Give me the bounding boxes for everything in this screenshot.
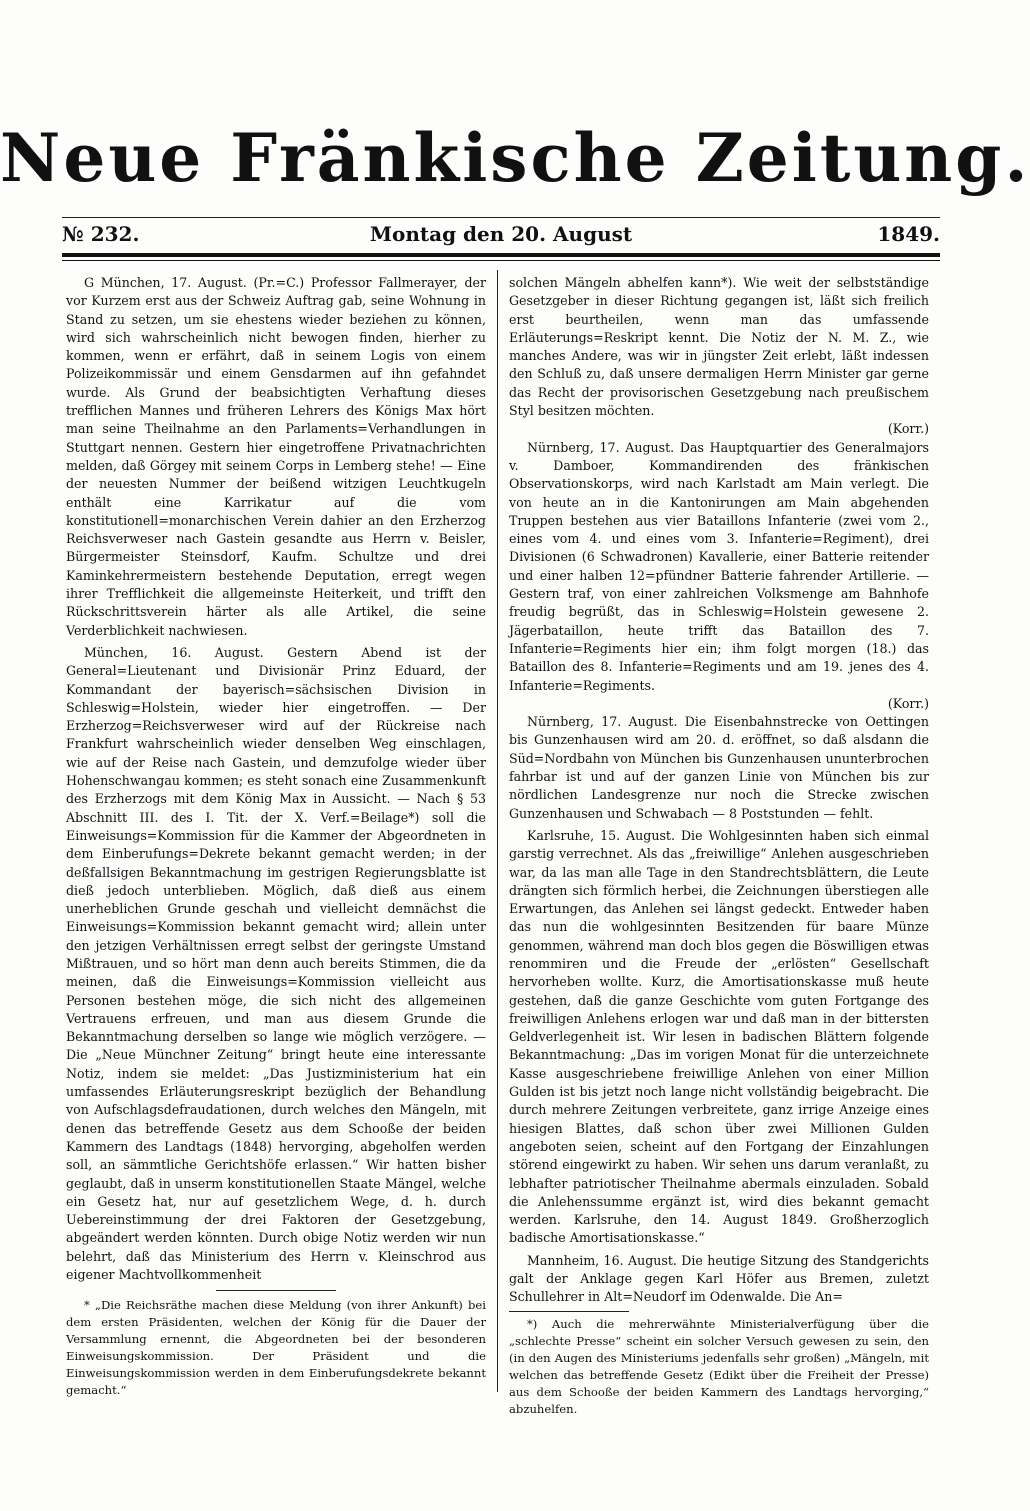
dateline-bar bbox=[62, 217, 940, 248]
issue-number: № 232. bbox=[62, 222, 140, 246]
article-karlsruhe: Karlsruhe, 15. August. Die Wohlgesinnten haben sich einmal garstig verrechnet. Als das „freiwillige“ Anlehen ausgeschrieben war, da las man alle Tage in den Standrechtsblättern, die Leute drängten sich förmlich herbei, die Zeichnungen überstiegen alle Erwartungen, das Anlehen sei längst gedeckt. Entweder haben das nun die wohlgesinnten Besitzenden für baare Münze genommen, während man doch blos gegen die Böswilligen etwas renommiren und die Freude der „erlösten“ Gesellschaft hervorheben wollte. Kurz, die Amortisationskasse muß heute gestehen, daß die ganze Geschichte vom guten Fortgange des freiwilligen Anlehens erlogen war und daß man in der bittersten Geldverlegenheit ist. Wir lesen in badischen Blättern folgende Bekanntmachung: „Das im vorigen Monat für die unterzeichnete Kasse ausgeschriebene freiwillige Anlehen von einer Million Gulden ist bis jetzt noch lange nicht vollständig beigebracht. Die durch mehrere Zeitungen verbreitete, ganz irrige Anzeige eines hiesigen Blattes, daß schon über zwei Millionen Gulden angeboten seien, scheint auf den Fortgang der Einzahlungen störend eingewirkt zu haben. Wir sehen uns darum veranlaßt, zu lebhafter patriotischer Theilnahme abermals einzuladen. Sobald die Anlehenssumme ergänzt ist, wird dies bekannt gemacht werden. Karlsruhe, den 14. August 1849. Großherzoglich badische Amortisationskasse.“ bbox=[509, 827, 929, 1246]
article-nuremberg-railway: Nürnberg, 17. August. Die Eisenbahnstrecke von Oettingen bis Gunzenhausen wird am 20. d. eröffnet, so daß alsdann die Süd=Nordbahn von München bis Gunzenhausen ununterbrochen fahrbar ist und auf der ganzen Linie von München bis zur nördlichen Landesgrenze nur noch die Strecke zwischen Gunzenhausen und Schwabach — 8 Poststunden — fehlt. bbox=[509, 714, 929, 821]
issue-date: Montag den 20. August bbox=[369, 222, 633, 246]
issue-year: 1849. bbox=[877, 222, 940, 246]
left-column bbox=[66, 274, 486, 1398]
column-divider bbox=[497, 270, 498, 1392]
footnote-left: * „Die Reichsräthe machen diese Meldung (von ihrer Ankunft) bei dem ersten Präsidenten, welchen der König für die Dauer der Versammlung ernennt, die Abgeordneten bei der besonderen Einweisungskommission. Der Präsident und die Einweisungskommission werden in dem Einberufungsdekrete bekannt gemacht.“ bbox=[66, 1298, 486, 1398]
newspaper-masthead: Neue Fränkische Zeitung. bbox=[0, 119, 1030, 197]
header-rule-thin bbox=[62, 260, 940, 261]
correspondent-mark: (Korr.) bbox=[887, 421, 929, 437]
article-munich-16-aug: München, 16. August. Gestern Abend ist der General=Lieutenant und Divisionär Prinz Eduard, der Kommandant der bayerisch=sächsischen Division in Schleswig=Holstein, wieder hier eingetroffen. — Der Erzherzog=Reichsverweser wird auf der Rückreise nach Frankfurt wahrscheinlich wieder denselben Weg einschlagen, wie auf der Reise nach Gastein, und demzufolge wieder über Hohenschwangau kommen; es steht sonach eine Zusammenkunft des Erzherzogs mit dem König Max in Aussicht. — Nach § 53 Abschnitt III. des I. Tit. der X. Verf.=Beilage*) soll die Einweisungs=Kommission für die Kammer der Abgeordneten in dem Einberufungs=Dekrete bekannt gemacht werden; in der deßfallsigen Bekanntmachung im gestrigen Regierungsblatte ist dieß jedoch unterblieben. Möglich, daß dieß aus einem unerheblichen Grunde geschah und vielleicht demnächst die Einweisungs=Kommission bekannt gemacht wird; allein unter den jetzigen Verhältnissen erregt selbst der geringste Umstand Mißtrauen, und so hört man denn auch bereits Stimmen, die da meinen, daß die Einweisungs=Kommission vielleicht aus Personen bestehen möge, die sich nicht des allgemeinen Vertrauens erfreuen, und man aus diesem Grunde die Bekanntmachung derselben so lange wie möglich verzögere. — Die „Neue Münchner Zeitung“ bringt heute eine interessante Notiz, indem sie meldet: „Das Justizministerium hat ein umfassendes Erläuterungsreskript bezüglich der Behandlung von Aufschlagsdefraudationen, durch welches den Mängeln, mit denen das betreffende Gesetz aus dem Schooße der beiden Kammern des Landtags (1848) hervorging, abgeholfen werden soll, an sämmtliche Gerichtshöfe erlassen.“ Wir hatten bisher geglaubt, daß in unserm konstitutionellen Staate Mängel, welche ein Gesetz hat, nur auf gesetzlichem Wege, d. h. durch Uebereinstimmung der drei Faktoren der Gesetzgebung, abgeändert werden könnten. Durch obige Notiz werden wir nun belehrt, daß das Ministerium des Herrn v. Kleinschrod aus eigener Machtvollkommenheit bbox=[66, 644, 486, 1283]
header-rule-thick bbox=[62, 253, 940, 257]
footnote-right: *) Auch die mehrerwähnte Ministerialverfügung über die „schlechte Presse“ scheint ein solcher Versuch gewesen zu sein, den (in den Augen des Ministeriums jedenfalls sehr großen) „Mängeln, mit welchen das betreffende Gesetz (Edikt über die Freiheit der Presse) aus dem Schooße der beiden Kammern des Landtags hervorging,“ abzuhelfen. bbox=[509, 1316, 929, 1416]
article-nuremberg-hq: Nürnberg, 17. August. Das Hauptquartier des Generalmajors v. Damboer, Kommandirenden des fränkischen Observationskorps, wird nach Karlstadt am Main verlegt. Die von heute an in die Kantonirungen am Main abgehenden Truppen bestehen aus vier Bataillons Infanterie (zwei vom 2., eines vom 4. und eines vom 3. Infanterie=Regiment), drei Divisionen (6 Schwadronen) Kavallerie, einer Batterie reitender und einer halben 12=pfündner Batterie fahrender Artillerie. — Gestern traf, von einer zahlreichen Volksmenge am Bahnhofe freudig begrüßt, das in Schleswig=Holstein gewesene 2. Jägerbataillon, heute trifft das Bataillon des 7. Infanterie=Regiments hier ein; ihm folgt morgen (18.) das Bataillon des 8. Infanterie=Regiments und am 19. jenes des 4. Infanterie=Regiments. bbox=[509, 439, 929, 693]
article-mannheim: Mannheim, 16. August. Die heutige Sitzung des Standgerichts galt der Anklage gegen Karl Höfer aus Bremen, zuletzt Schullehrer in Alt=Neudorf im Odenwalde. Die An= bbox=[509, 1252, 929, 1305]
right-column bbox=[509, 274, 929, 1416]
footnote-rule bbox=[216, 1290, 336, 1291]
article-munich-continued: solchen Mängeln abhelfen kann*). Wie weit der selbstständige Gesetzgeber in dieser Richtung gegangen ist, läßt sich freilich erst beurtheilen, wenn man das umfassende Erläuterungs=Reskript kennt. Die Notiz der N. M. Z., wie manches Andere, was wir in jüngster Zeit erlebt, läßt indessen den Schluß zu, daß unsere dermaligen Herrn Minister gar gerne das Recht der provisorischen Gesetzgebung nach preußischem Styl besitzen möchten. bbox=[509, 275, 929, 419]
article-munich-17-aug: G München, 17. August. (Pr.=C.) Professor Fallmerayer, der vor Kurzem erst aus der Schweiz Auftrag gab, seine Wohnung in Stand zu setzen, um sie ehestens wieder beziehen zu können, wird sich wahrscheinlich nicht bewogen finden, hierher zu kommen, wenn er erfährt, daß in seinem Logis von einem Polizeikommissär und einem Gensdarmen auf ihn gefahndet wurde. Als Grund der beabsichtigten Verhaftung dieses trefflichen Mannes und früheren Lehrers des Königs Max hört man seine Theilnahme an den Parlaments=Verhandlungen in Stuttgart nennen. Gestern hier eingetroffene Privatnachrichten melden, daß Görgey mit seinem Corps in Lemberg stehe! — Eine der neuesten Nummer der beißend witzigen Leuchtkugeln enthält eine Karrikatur auf die vom konstitutionell=monarchischen Verein dahier an den Erzherzog Reichsverweser nach Gastein gesandte aus Herrn v. Beisler, Bürgermeister Steinsdorf, Kaufm. Schultze und drei Kaminkehrermeistern bestehende Deputation, erregt wegen ihrer Trefflichkeit die allgemeinste Heiterkeit, und trifft den Rückschrittsverein härter als alle Artikel, die seine Verderblichkeit nachwiesen. bbox=[66, 275, 486, 638]
footnote-rule bbox=[509, 1311, 629, 1312]
correspondent-mark: (Korr.) bbox=[887, 695, 929, 711]
